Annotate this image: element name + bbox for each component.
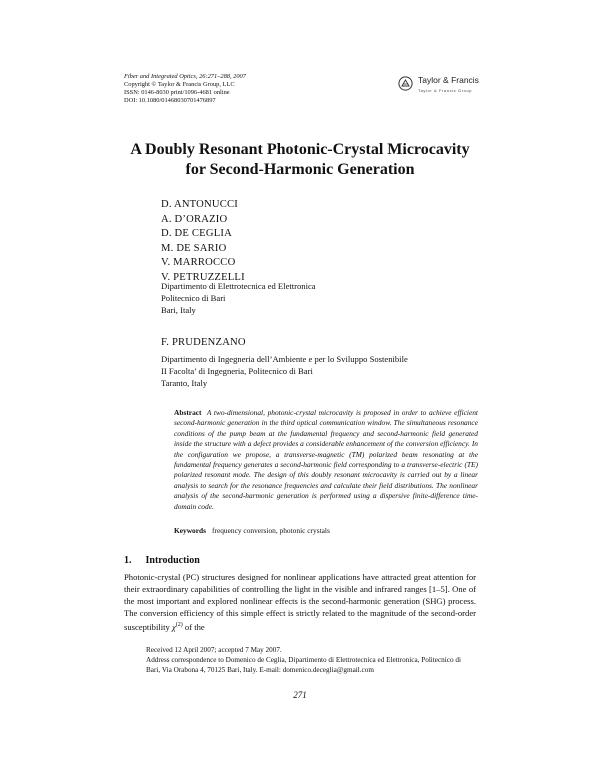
publisher-logo — [398, 76, 479, 95]
author-prudenzano: F. PRUDENZANO — [161, 337, 246, 348]
affiliation-line: II Facolta’ di Ingegneria, Politecnico di Bari — [161, 365, 313, 376]
section-title: Introduction — [145, 555, 200, 566]
title-line-1: A Doubly Resonant Photonic-Crystal Microcavity — [130, 141, 470, 158]
intro-tail: of the — [182, 621, 205, 632]
copyright-line: Copyright © Taylor & Francis Group, LLC — [124, 81, 235, 88]
author: D. ANTONUCCI — [161, 199, 238, 210]
author-list — [161, 198, 245, 286]
correspondence-address: Address correspondence to Domenico de Ceglia, Dipartimento di Elettrotecnica ed Elettronica, Politecnico di Bari, Via Orabona 4, 70125 Bari, Italy. E-mail: domenico.deceglia@gmail.com — [146, 656, 461, 674]
paper-title — [0, 140, 600, 180]
author: M. DE SARIO — [161, 242, 227, 254]
abstract-text: A two-dimensional, photonic-crystal microcavity is proposed in order to achieve efficient second-harmonic generation in the third optical communication window. The simultaneous resonance conditions of the pump beam at the fundamental frequency and second-harmonic field generated inside the structure with a defect provides a considerable enhancement of the conversion efficiency. In the configuration we propose, a transverse-magnetic (TM) polarized beam resonating at the fundamental frequency generates a second-harmonic field corresponding to a transverse-electric (TE) polarized resonant mode. The design of this doubly resonant microcavity is carried out by a linear analysis to search for the resonance frequencies and calculate their field distributions. The nonlinear analysis of the second-harmonic generation is performed using a dispersive finite-difference time-domain code. — [174, 408, 478, 511]
publisher-name: Taylor & Francis — [418, 75, 479, 85]
publisher-logo-icon — [398, 76, 413, 91]
keywords-label: Keywords — [174, 526, 207, 535]
affiliation-line: Dipartimento di Elettrotecnica ed Elettronica — [161, 281, 316, 291]
intro-text: Photonic-crystal (PC) structures designed for nonlinear applications have attracted great attention for their extraordinary capabilities of controlling the light in the visible and infrared ranges [1–5]. One of the most important and explored nonlinear effects is the second-harmonic generation (SHG) process. The conversion efficiency of this simple effect is strictly related to the magnitude of the second-order susceptibility — [124, 572, 476, 632]
page-number: 271 — [293, 690, 307, 700]
affiliation-line: Taranto, Italy — [161, 377, 208, 388]
title-line-2: for Second-Harmonic Generation — [185, 161, 415, 178]
received-dates: Received 12 April 2007; accepted 7 May 2007. — [146, 646, 282, 654]
journal-citation: Fiber and Integrated Optics, 26:271–288, 2007 — [124, 73, 246, 80]
author: D. DE CEGLIA — [161, 228, 232, 240]
publisher-sub: Taylor & Francis Group — [418, 88, 473, 93]
footnote — [124, 645, 476, 675]
author: V. PETRUZZELLI — [161, 271, 245, 283]
chi-superscript: (2) — [175, 621, 183, 628]
doi-line: DOI: 10.1080/01468030701476897 — [124, 97, 216, 104]
affiliation-line: Dipartimento di Ingegneria dell’Ambiente e per lo Sviluppo Sostenibile — [161, 354, 408, 364]
issn-line: ISSN: 0146-8030 print/1096-4681 online — [124, 89, 230, 96]
keywords — [174, 526, 330, 535]
intro-paragraph — [124, 572, 476, 633]
author: V. MARROCCO — [161, 257, 236, 269]
keywords-text: frequency conversion, photonic crystals — [212, 526, 330, 535]
section-number: 1. — [124, 555, 132, 566]
journal-metadata — [124, 73, 246, 105]
abstract-label: Abstract — [174, 408, 202, 417]
affiliation-1 — [161, 281, 316, 316]
abstract — [174, 408, 478, 512]
author: A. D’ORAZIO — [161, 213, 228, 225]
affiliation-line: Politecnico di Bari — [161, 292, 226, 303]
chi-symbol: χ — [172, 621, 176, 632]
affiliation-2 — [161, 354, 408, 389]
affiliation-line: Bari, Italy — [161, 304, 196, 315]
section-heading — [124, 555, 200, 566]
